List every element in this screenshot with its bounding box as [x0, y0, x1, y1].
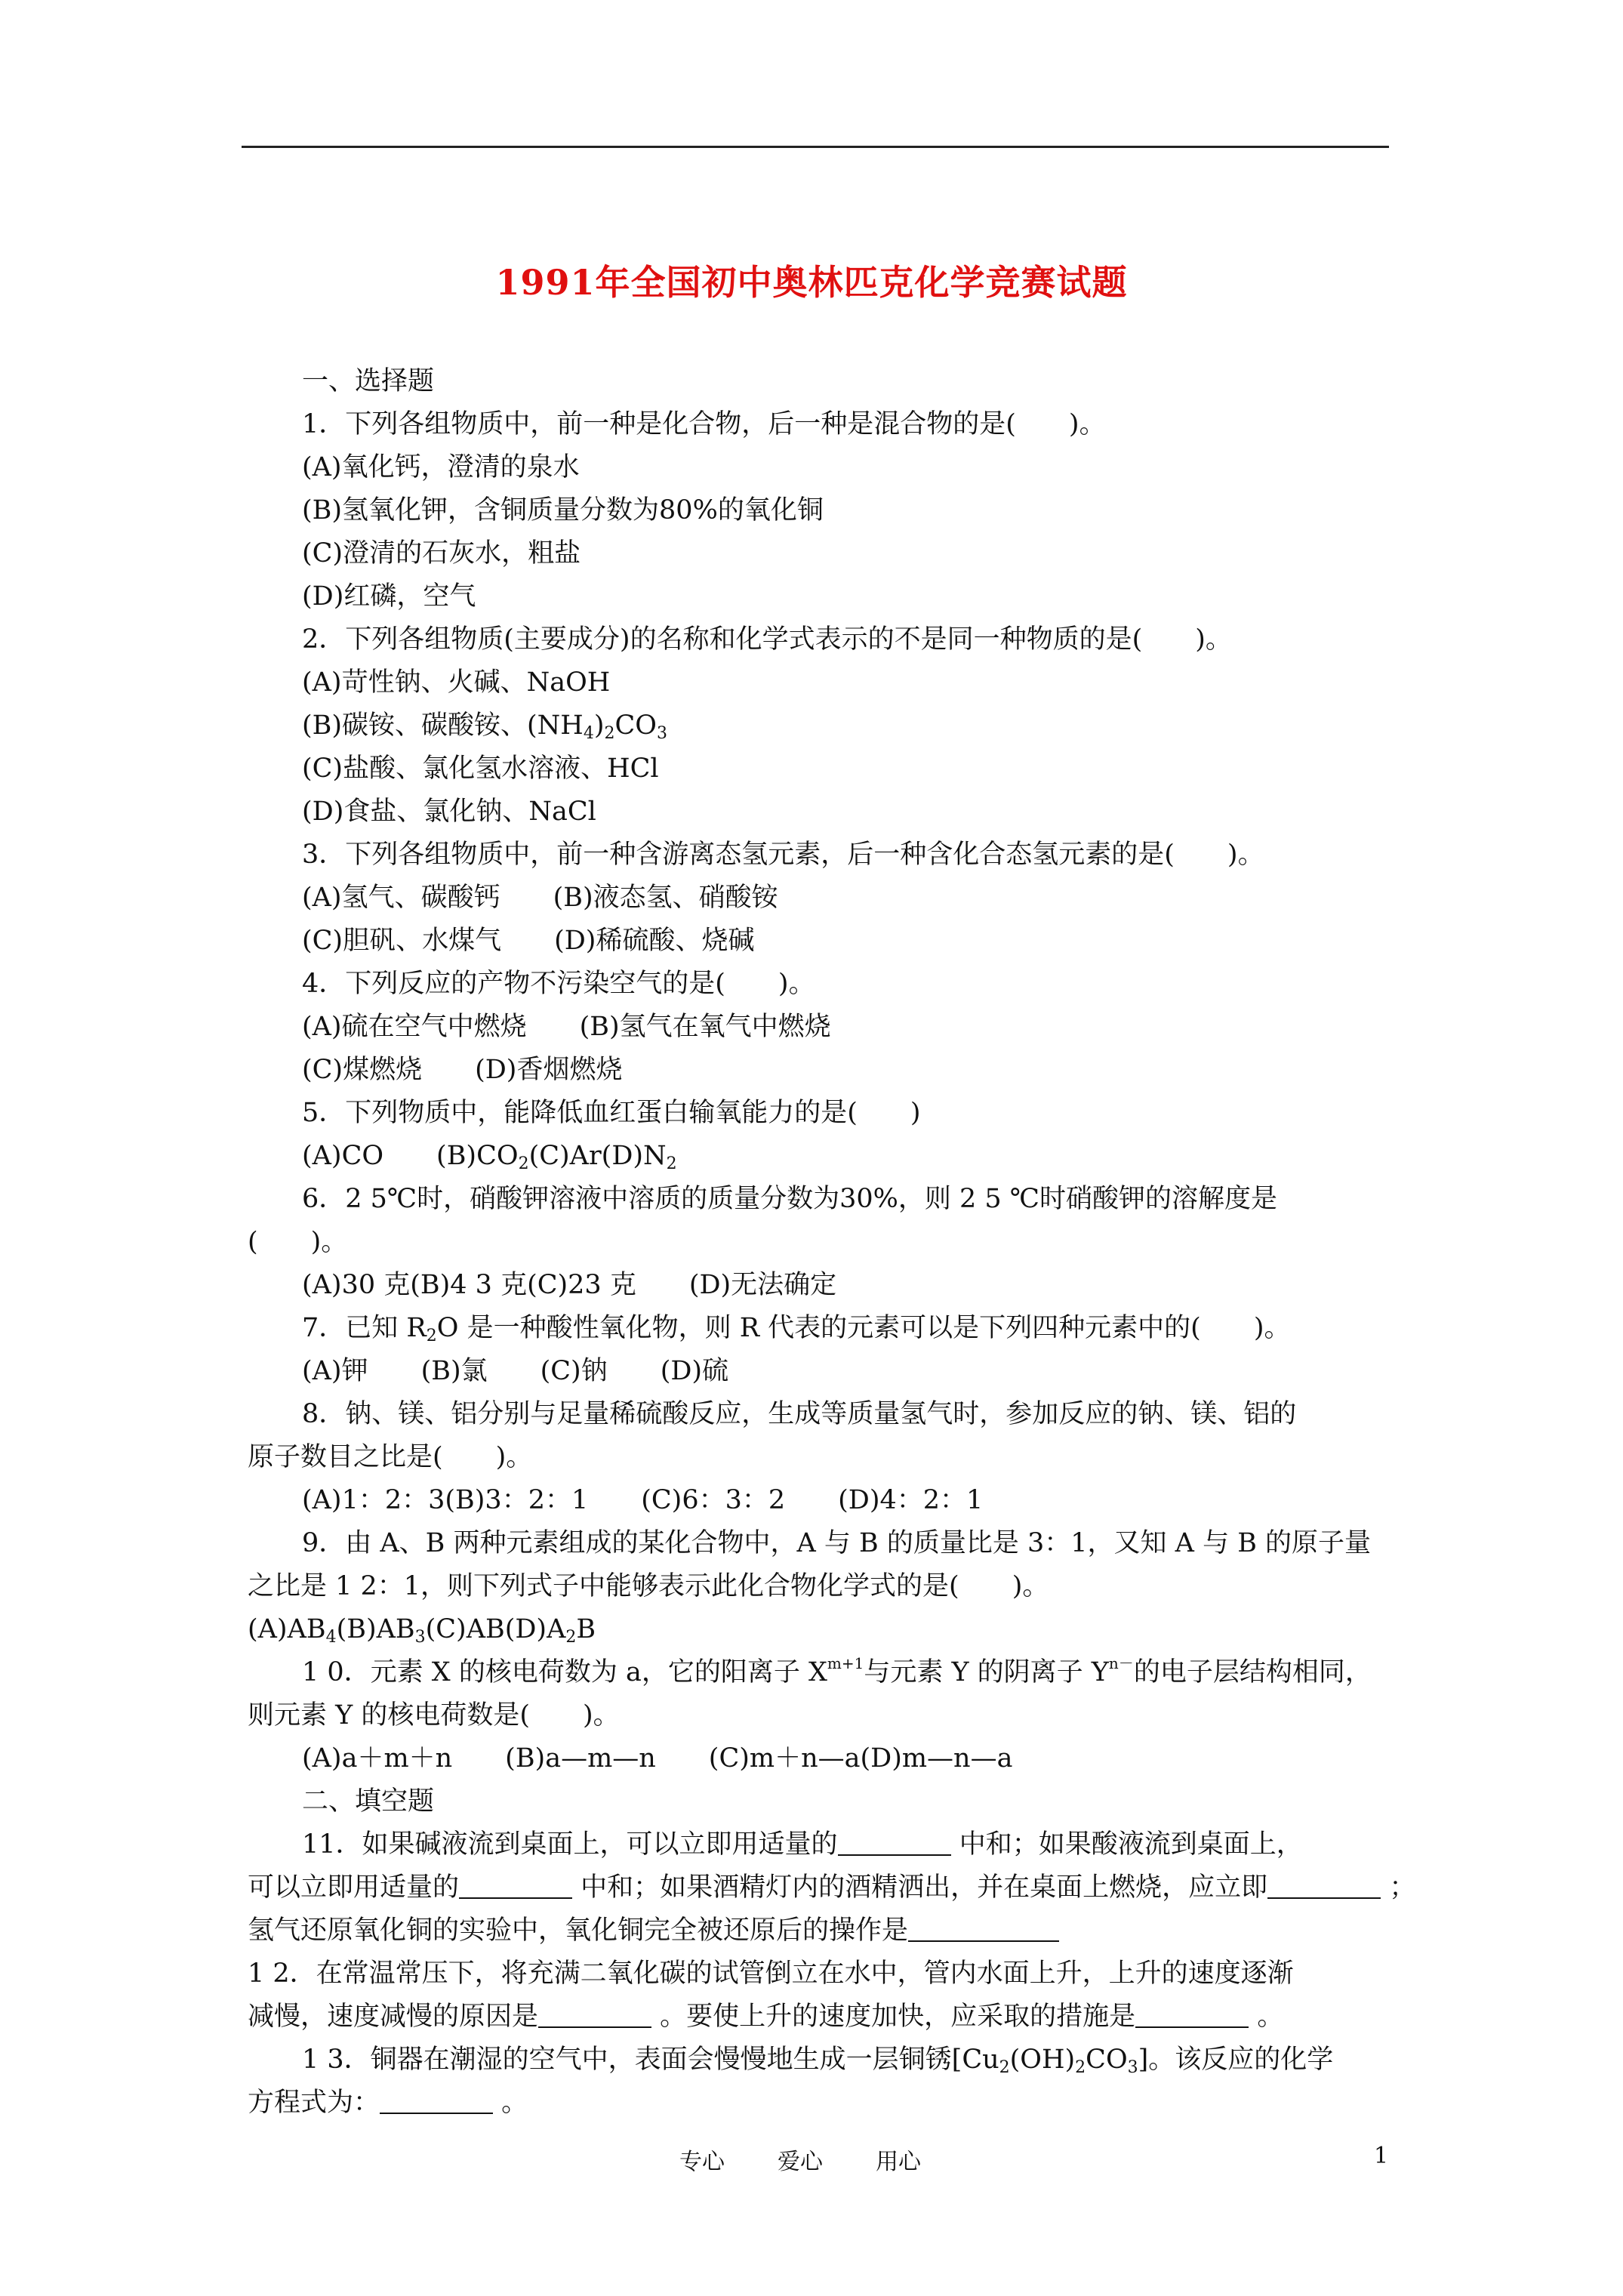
q10-text: 与元素 Y 的阴离子 Y: [864, 1657, 1109, 1687]
q4-options-cd: (C)煤燃烧 (D)香烟燃烧: [302, 1055, 623, 1085]
question-1-stem: 1．下列各组物质中，前一种是化合物，后一种是混合物的是( )。: [302, 409, 1106, 439]
q11-text: ；: [1389, 1872, 1416, 1903]
q9-opt-text: (A)AB: [248, 1614, 326, 1644]
q6-options: (A)30 克(B)4 3 克(C)23 克 (D)无法确定: [302, 1270, 837, 1300]
footer-motto: [679, 2143, 921, 2176]
question-9-stem: 9．由 A、B 两种元素组成的某化合物中，A 与 B 的质量比是 3：1，又知 A 与 B 的原子量: [302, 1528, 1372, 1558]
question-13-line-1: [248, 2039, 1399, 2082]
answer-blank[interactable]: [538, 2002, 651, 2028]
question-10-stem-cont: 则元素 Y 的核电荷数是( )。: [248, 1700, 620, 1730]
q13-text: 方程式为：: [248, 2088, 380, 2118]
q13-text: ]。该反应的化学: [1138, 2045, 1334, 2075]
subscript: 2: [565, 1628, 577, 1647]
q1-option-b: (B)氢氧化钾，含铜质量分数为80%的氧化铜: [302, 495, 824, 525]
q3-options-cd: (C)胆矾、水煤气 (D)稀硫酸、烧碱: [302, 926, 755, 956]
q8-options: (A)1：2：3(B)3：2：1 (C)6：3：2 (D)4：2：1: [302, 1485, 984, 1515]
question-11-line-1: [248, 1823, 1399, 1866]
subscript: 4: [583, 724, 594, 743]
section-heading-fill: 二、填空题: [302, 1786, 435, 1817]
superscript: n－: [1108, 1654, 1134, 1672]
q11-text: 11．如果碱液流到桌面上，可以立即用适量的: [302, 1829, 838, 1860]
answer-blank[interactable]: [1267, 1873, 1381, 1899]
question-2-stem: 2．下列各组物质(主要成分)的名称和化学式表示的不是同一种物质的是( )。: [302, 624, 1232, 655]
q3-options-ab: (A)氢气、碳酸钙 (B)液态氢、硝酸铵: [302, 883, 778, 913]
q1-option-c: (C)澄清的石灰水，粗盐: [302, 538, 581, 569]
page-number: 1: [1374, 2143, 1389, 2169]
page-title: 1991年全国初中奥林匹克化学竞赛试题: [495, 262, 1128, 303]
question-6-stem: 6．2 5℃时，硝酸钾溶液中溶质的质量分数为30%，则 2 5 ℃时硝酸钾的溶解度是: [302, 1184, 1277, 1214]
subscript: 3: [414, 1628, 426, 1647]
question-13-line-2: [248, 2082, 1399, 2125]
answer-blank[interactable]: [380, 2088, 493, 2114]
q5-opt-text: (C)Ar(D)N: [528, 1141, 667, 1171]
section-heading-choice: 一、选择题: [302, 366, 435, 396]
subscript: 2: [518, 1154, 529, 1173]
subscript: 2: [426, 1327, 437, 1345]
question-7-stem: [248, 1307, 1399, 1350]
answer-blank[interactable]: [459, 1873, 572, 1899]
subscript: 2: [604, 724, 615, 743]
q2-option-b: [248, 704, 1399, 747]
question-6-stem-cont: ( )。: [248, 1227, 348, 1257]
q13-text: CO: [1086, 2045, 1128, 2075]
q11-text: 中和；如果酒精灯内的酒精洒出，并在桌面上燃烧，应立即: [581, 1872, 1268, 1903]
q9-options: [248, 1608, 1399, 1651]
q10-text: 1 0．元素 X 的核电荷数为 a，它的阳离子 X: [302, 1657, 827, 1687]
q2-b-text: ): [593, 710, 605, 741]
q5-opt-text: (A)CO (B)CO: [302, 1141, 519, 1171]
header-rule: [242, 146, 1389, 148]
question-10-stem: [248, 1651, 1399, 1694]
q7-text: 7．已知 R: [302, 1313, 427, 1343]
q11-text: 可以立即用适量的: [248, 1872, 460, 1903]
q5-options: [248, 1135, 1399, 1178]
q10-text: 的电子层结构相同，: [1133, 1657, 1372, 1687]
question-11-line-2: [248, 1866, 1416, 1909]
q12-text: 减慢，速度减慢的原因是: [248, 2002, 539, 2032]
q2-option-d: (D)食盐、氯化钠、NaCl: [302, 797, 596, 827]
q2-option-a: (A)苛性钠、火碱、NaOH: [302, 667, 611, 698]
motto-word: 用心: [876, 2149, 921, 2175]
subscript: 2: [666, 1154, 677, 1173]
q13-text: 。: [501, 2088, 528, 2118]
document-body: [248, 360, 1416, 2125]
question-9-stem-cont: 之比是 1 2：1，则下列式子中能够表示此化合物化学式的是( )。: [248, 1571, 1049, 1601]
question-12-line-1: 1 2．在常温常压下，将充满二氧化碳的试管倒立在水中，管内水面上升，上升的速度逐渐: [248, 1959, 1294, 1989]
question-11-line-3: [248, 1909, 1399, 1952]
question-5-stem: 5．下列物质中，能降低血红蛋白输氧能力的是( ): [302, 1098, 921, 1128]
q1-option-d: (D)红磷，空气: [302, 581, 476, 612]
question-8-stem-cont: 原子数目之比是( )。: [248, 1442, 533, 1472]
question-12-line-2: [248, 1996, 1399, 2039]
answer-blank[interactable]: [1135, 2002, 1249, 2028]
q10-options: (A)a＋m＋n (B)a—m—n (C)m＋n—a(D)m—n—a: [302, 1743, 1013, 1774]
q7-options: (A)钾 (B)氯 (C)钠 (D)硫: [302, 1356, 729, 1386]
q9-opt-text: (B)AB: [336, 1614, 415, 1644]
q2-b-text: CO: [614, 710, 657, 741]
subscript: 2: [1075, 2058, 1086, 2077]
q11-text: 氢气还原氧化铜的实验中，氧化铜完全被还原后的操作是: [248, 1915, 909, 1946]
q13-text: (OH): [1009, 2045, 1076, 2075]
motto-word: 爱心: [778, 2149, 823, 2175]
subscript: 3: [656, 724, 667, 743]
question-8-stem: 8．钠、镁、铝分别与足量稀硫酸反应，生成等质量氢气时，参加反应的钠、镁、铝的: [302, 1399, 1297, 1429]
q11-text: 中和；如果酸液流到桌面上，: [959, 1829, 1303, 1860]
q9-opt-text: (C)AB(D)A: [425, 1614, 566, 1644]
q1-option-a: (A)氧化钙，澄清的泉水: [302, 452, 580, 482]
answer-blank[interactable]: [908, 1916, 1059, 1942]
answer-blank[interactable]: [838, 1830, 951, 1856]
q12-text: 。: [1257, 2002, 1284, 2032]
question-3-stem: 3．下列各组物质中，前一种含游离态氢元素，后一种含化合态氢元素的是( )。: [302, 840, 1264, 870]
q12-text: 。要使上升的速度加快，应采取的措施是: [660, 2002, 1136, 2032]
subscript: 4: [325, 1628, 337, 1647]
q4-options-ab: (A)硫在空气中燃烧 (B)氢气在氧气中燃烧: [302, 1012, 831, 1042]
subscript: 3: [1127, 2058, 1138, 2077]
q13-text: 1 3．铜器在潮湿的空气中，表面会慢慢地生成一层铜锈[Cu: [302, 2045, 999, 2075]
q9-opt-text: B: [576, 1614, 596, 1644]
question-4-stem: 4．下列反应的产物不污染空气的是( )。: [302, 969, 815, 999]
q7-text: O 是一种酸性氧化物，则 R 代表的元素可以是下列四种元素中的( )。: [436, 1313, 1291, 1343]
q2-b-text: (B)碳铵、碳酸铵、(NH: [302, 710, 584, 741]
q2-option-c: (C)盐酸、氯化氢水溶液、HCl: [302, 754, 659, 784]
superscript: m+1: [827, 1654, 864, 1672]
subscript: 2: [999, 2058, 1010, 2077]
motto-word: 专心: [679, 2149, 725, 2175]
